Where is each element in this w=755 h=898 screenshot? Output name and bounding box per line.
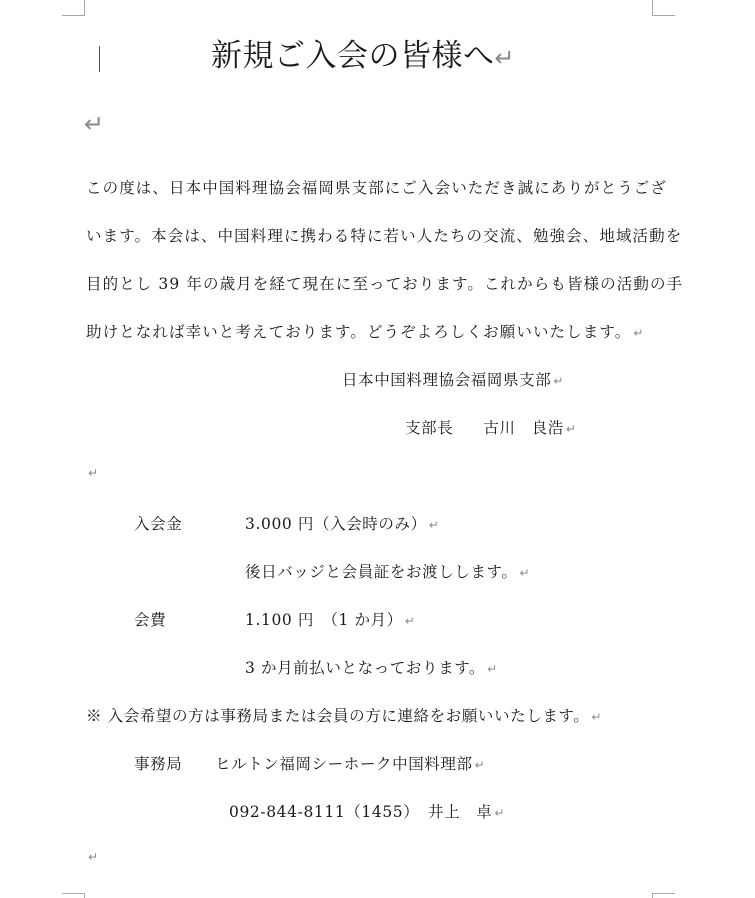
document-title[interactable] [211,30,515,75]
intro-line-4[interactable] [86,320,644,342]
paragraph-mark-icon: ↵ [494,806,506,820]
text-cursor [99,46,100,72]
paragraph-mark-icon: ↵ [565,422,577,436]
paragraph-mark-icon: ↵ [428,518,440,532]
entry-fee-note-text: 後日バッジと会員証をお渡しします。 [245,563,518,581]
membership-fee-amount[interactable] [245,608,415,630]
paragraph-mark-icon: ↵ [591,710,603,724]
empty-paragraph-mark-icon: ↵ [84,110,105,138]
office-contact[interactable] [428,800,505,822]
corner-mark-bottom-right [652,893,675,898]
corner-mark-top-right [652,0,675,16]
membership-fee-note-text: 3 か月前払いとなっております。 [245,659,486,677]
intro-line-4-text: 助けとなれば幸いと考えております。どうぞよろしくお願いいたします。 [86,323,632,341]
paragraph-mark-icon: ↵ [487,662,498,676]
entry-fee-note[interactable] [245,560,530,582]
office-phone[interactable]: 092-844-8111（1455） [229,803,420,821]
paragraph-mark-icon: ↵ [633,326,645,340]
empty-paragraph-mark-icon: ↵ [88,466,99,480]
paragraph-mark-icon: ↵ [494,44,516,72]
entry-fee-amount[interactable] [245,512,439,534]
office-name-text: ヒルトン福岡シーホーク中国料理部 [215,755,473,773]
office-label[interactable]: 事務局 [134,755,183,773]
corner-mark-bottom-left [62,893,85,898]
corner-mark-top-left [62,0,85,16]
entry-fee-label[interactable]: 入会金 [134,515,183,533]
position-text: 支部長 [405,419,454,437]
office-name[interactable] [215,752,485,774]
membership-fee-amount-text: 1.100 円 （1 か月） [245,611,403,629]
signature-organization[interactable] [342,368,564,390]
notice-text: ※ 入会希望の方は事務局または会員の方に連絡をお願いいたします。 [86,707,590,725]
entry-fee-amount-text: 3.000 円（入会時のみ） [245,515,427,533]
empty-paragraph-mark-icon: ↵ [88,850,99,864]
contact-person-text: 井上 卓 [428,803,493,821]
membership-fee-note[interactable] [245,656,498,678]
intro-line-1[interactable]: この度は、日本中国料理協会福岡県支部にご入会いただき誠にありがとうござ [86,179,668,197]
signature-position-name[interactable] [405,416,576,438]
paragraph-mark-icon: ↵ [404,614,416,628]
title-text: 新規ご入会の皆様へ [211,38,495,74]
organization-text: 日本中国料理協会福岡県支部 [342,371,552,389]
paragraph-mark-icon: ↵ [553,374,564,388]
application-notice[interactable] [86,704,602,726]
intro-line-3[interactable]: 目的とし 39 年の歳月を経て現在に至っております。これからも皆様の活動の手 [86,275,684,293]
intro-line-2[interactable]: います。本会は、中国料理に携わる特に若い人たちの交流、勉強会、地域活動を [86,227,683,245]
membership-fee-label[interactable]: 会費 [134,611,167,629]
signer-name: 古川 良浩 [483,419,564,437]
paragraph-mark-icon: ↵ [474,758,486,772]
paragraph-mark-icon: ↵ [519,566,531,580]
